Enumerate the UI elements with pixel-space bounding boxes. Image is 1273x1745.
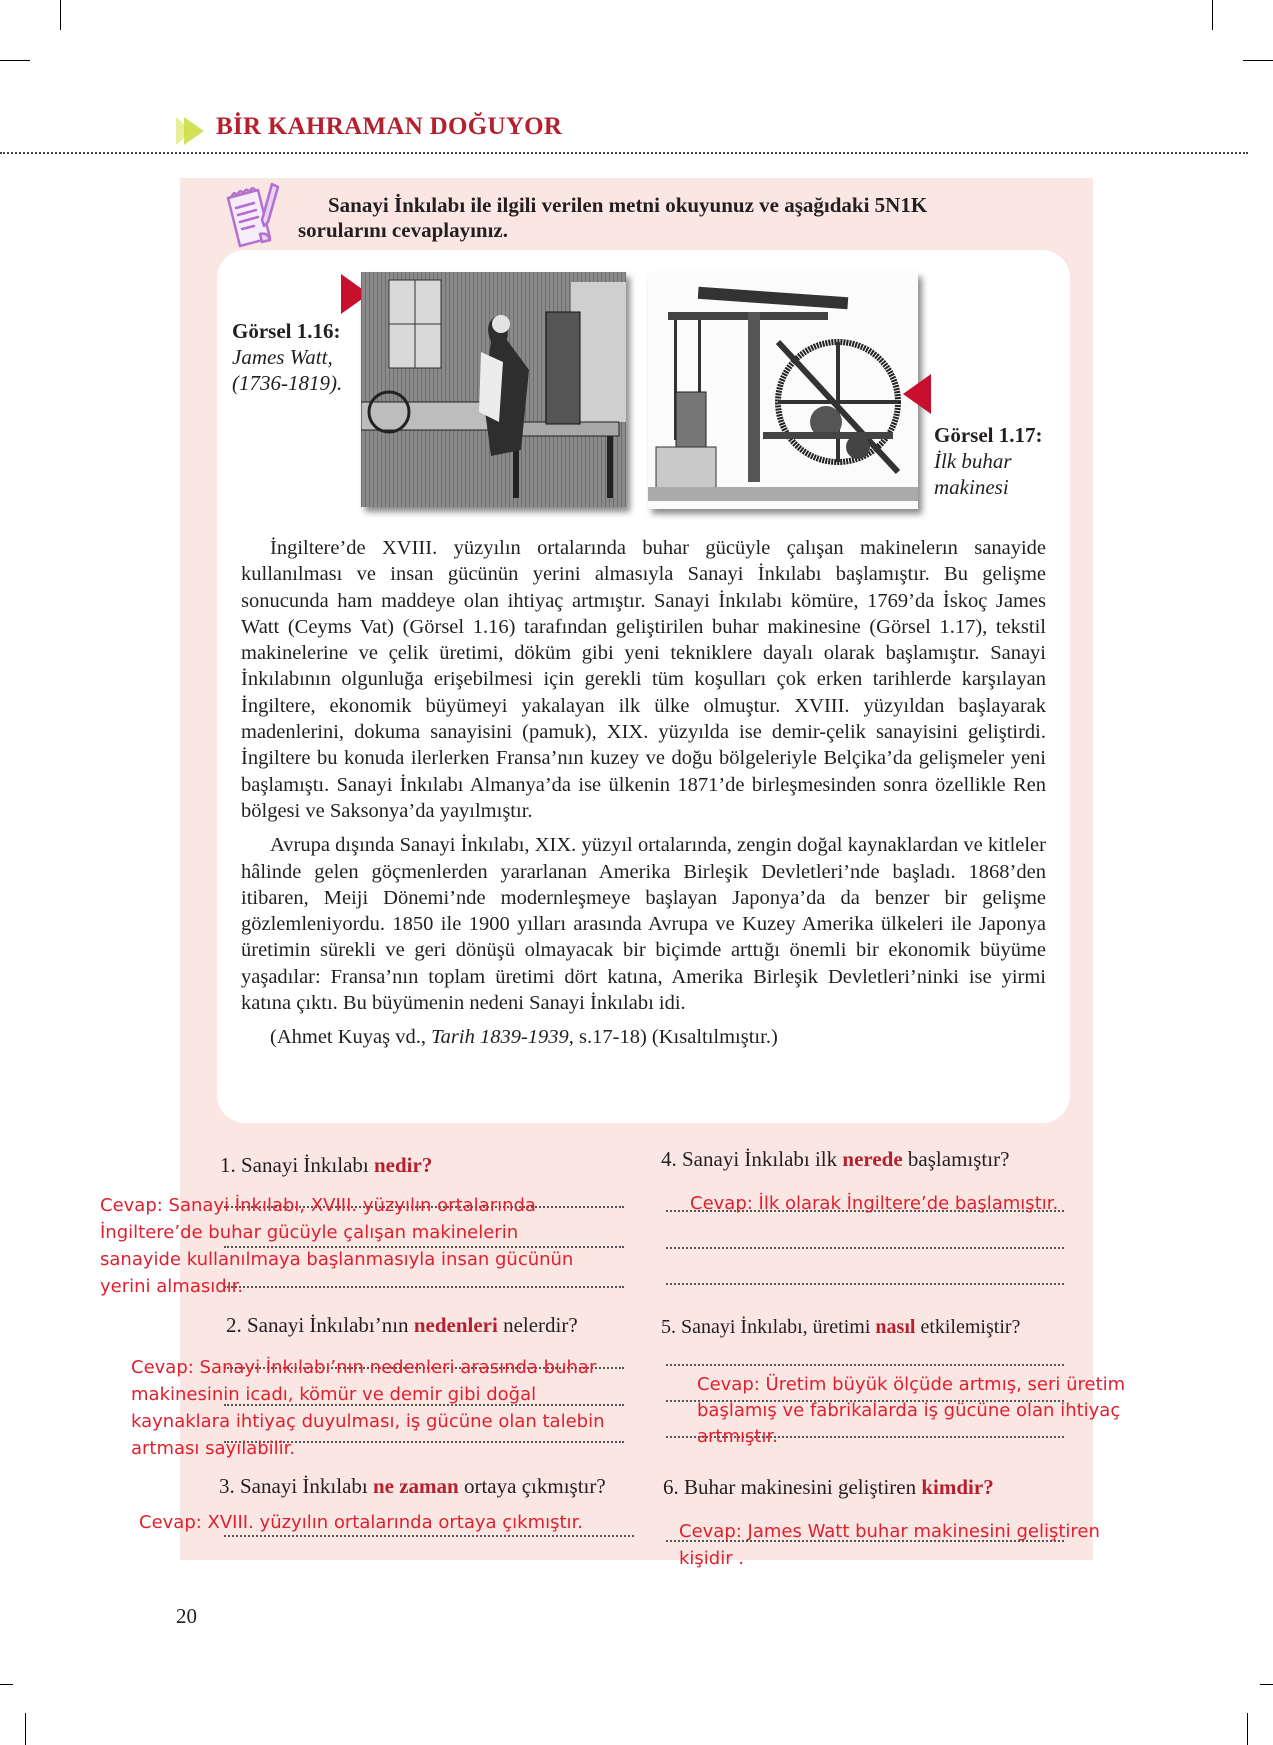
source-citation xyxy=(241,1024,1046,1050)
answer-line: başlamış ve fabrikalarda iş gücüne olan ihtiyaç xyxy=(697,1400,1121,1421)
question-keyword: nasıl xyxy=(875,1316,916,1338)
answer-1 xyxy=(100,1192,660,1300)
question-keyword: ne zaman xyxy=(372,1474,459,1498)
figure-label: Görsel 1.16: xyxy=(232,319,341,343)
crop-mark xyxy=(0,1684,13,1685)
question-text: Sanayi İnkılabı xyxy=(241,1153,374,1177)
question-number: 3. xyxy=(219,1474,235,1498)
answer-line: Cevap: İlk olarak İngiltere’de başlamıştır. xyxy=(690,1193,1059,1214)
answer-line: artması sayılabilir. xyxy=(131,1438,296,1459)
answer-line: artmıştır. xyxy=(697,1426,778,1447)
notepad-pencil-icon xyxy=(224,180,284,250)
figure-caption-text: İlk buhar xyxy=(934,449,1012,473)
citation-pages: s.17-18) (Kısaltılmıştır.) xyxy=(573,1026,778,1049)
question-number: 6. xyxy=(663,1475,679,1499)
question-5 xyxy=(661,1314,1020,1340)
question-number: 5. xyxy=(661,1316,676,1338)
figure-label: Görsel 1.17: xyxy=(934,423,1043,447)
answer-4 xyxy=(690,1190,1130,1217)
question-2 xyxy=(226,1312,578,1338)
activity-instructions xyxy=(298,193,1058,243)
crop-mark xyxy=(0,60,30,61)
crop-mark xyxy=(1247,1713,1248,1745)
james-watt-engraving-image xyxy=(361,272,626,507)
answer-line: Cevap: Sanayi İnkılabı’nın nedenleri arasında buhar xyxy=(131,1357,597,1378)
answer-line: kaynaklara ihtiyaç duyulması, iş gücüne olan talebin xyxy=(131,1411,605,1432)
instruction-line-2: sorularını cevaplayınız. xyxy=(298,218,508,242)
figure-caption-text: James Watt, xyxy=(232,345,333,369)
question-number: 4. xyxy=(661,1147,677,1171)
question-text: Sanayi İnkılabı ilk xyxy=(682,1147,843,1171)
answer-dotted-line xyxy=(666,1247,1064,1249)
question-text: Sanayi İnkılabı, üretimi xyxy=(681,1316,876,1338)
article-paragraph: İngiltere’de XVIII. yüzyılın ortalarında buhar gücüyle çalışan makinelerın sanayide kullanılması ve insan gücünün yerini almasıyla Sanayi İnkılabı başlamıştır. Bu gelişme sonucunda ham maddeye olan ihtiyaç artmıştır. Sanayi İnkılabı kömüre, 1769’da İskoç James Watt (Ceyms Vat) (Görsel 1.16) tarafından geliştirilen buhar makinesine (Görsel 1.17), tekstil makinelerine ve çelik üretimi, döküm gibi yeni tekniklere dayalı olarak başlamıştır. Sanayi İnkılabının olgunluğa erişebilmesi için gerekli tüm koşulları çok erken tarihlerde karşılayan İngiltere, ekonomik büyümeyi yakalayan ilk ülke olmuştur. XVIII. yüzyıldan başlayarak madenlerini, dokuma sanayisini (pamuk), XIX. yüzyılda ise demir-çelik sanayisini geliştirdi. İngiltere bu konuda ilerlerken Fransa’nın kuzey ve doğu bölgeleriyle Belçika’da gelişmeler yeni başlamıştı. Sanayi İnkılabı Almanya’da ise ülkenin 1871’de birleşmesinden sonra özellikle Ren bölgesi ve Saksonya’da yayılmıştır. xyxy=(241,537,1046,822)
crop-mark xyxy=(1243,60,1273,61)
answer-5 xyxy=(697,1372,1167,1450)
answer-2 xyxy=(131,1354,671,1462)
answer-line: yerini almasıdır. xyxy=(100,1276,244,1297)
crop-mark xyxy=(1260,1684,1273,1685)
steam-engine-engraving-image xyxy=(648,272,918,509)
question-keyword: nedenleri xyxy=(413,1313,498,1337)
double-arrow-icon xyxy=(176,115,208,147)
question-text: Buhar makinesini geliştiren xyxy=(684,1475,922,1499)
page-number: 20 xyxy=(176,1604,197,1628)
section-title: BİR KAHRAMAN DOĞUYOR xyxy=(216,113,563,140)
question-number: 2. xyxy=(226,1313,242,1337)
crop-mark xyxy=(60,0,61,30)
question-keyword: nerede xyxy=(842,1147,903,1171)
citation-author: (Ahmet Kuyaş vd., xyxy=(270,1026,432,1049)
answer-line: sanayide kullanılmaya başlanmasıyla insan gücünün xyxy=(100,1249,574,1270)
figure-caption-text: (1736-1819). xyxy=(232,371,343,395)
question-text: ortaya çıkmıştır? xyxy=(458,1474,606,1498)
figure-caption-text: makinesi xyxy=(934,475,1009,499)
question-number: 1. xyxy=(220,1153,236,1177)
engraving-illustration xyxy=(361,272,626,507)
answer-line: kişidir . xyxy=(679,1548,745,1569)
answer-line: makinesinin icadı, kömür ve demir gibi doğal xyxy=(131,1384,537,1405)
crop-mark xyxy=(1212,0,1213,30)
answer-dotted-line xyxy=(666,1364,1064,1366)
question-4 xyxy=(661,1146,1009,1172)
answer-6 xyxy=(679,1518,1169,1572)
answer-line: Cevap: James Watt buhar makinesini geliştiren xyxy=(679,1521,1100,1542)
article-text xyxy=(241,535,1046,1059)
question-text: Sanayi İnkılabı’nın xyxy=(247,1313,414,1337)
crop-mark xyxy=(25,1713,26,1745)
question-1 xyxy=(220,1152,432,1178)
question-keyword: nedir? xyxy=(373,1153,433,1177)
answer-line: Cevap: XVIII. yüzyılın ortalarında ortaya çıkmıştır. xyxy=(139,1512,584,1533)
question-text: başlamıştır? xyxy=(902,1147,1010,1171)
question-keyword: kimdir? xyxy=(921,1475,994,1499)
pointer-triangle-icon xyxy=(903,374,931,414)
article-paragraph: Avrupa dışında Sanayi İnkılabı, XIX. yüzyıl ortalarında, zengin doğal kaynaklardan ve kitleler hâlinde gelen göçmenlerden yararlanan Amerika Birleşik Devletleri’nde başladı. 1868’den itibaren, Meiji Dönemi’nde modernleşmeye başlayan Japonya’da da benzer bir gelişme gözlemleniyordu. 1850 ile 1900 yılları arasında Avrupa ve Kuzey Amerika ülkeleri ile Japonya üretimin sürekli ve geri dönüşü olmayacak bir biçimde arttığı önemli bir ekonomik büyüme yaşadılar: Fransa’nın toplam üretimi dört katına, Amerika Birleşik Devletleri’ninki ise yirmi katına çıktı. Bu büyümenin nedeni Sanayi İnkılabı idi. xyxy=(241,834,1046,1015)
question-text: etkilemiştir? xyxy=(915,1316,1021,1338)
answer-dotted-line xyxy=(666,1283,1064,1285)
answer-line: İngiltere’de buhar gücüyle çalışan makinelerin xyxy=(100,1222,519,1243)
question-6 xyxy=(663,1474,994,1500)
answer-line: Cevap: Sanayi İnkılabı, XVIII. yüzyılın ortalarında xyxy=(100,1195,536,1216)
answer-line: Cevap: Üretim büyük ölçüde artmış, seri üretim xyxy=(697,1374,1126,1395)
answer-3 xyxy=(139,1509,659,1536)
instruction-line-1: Sanayi İnkılabı ile ilgili verilen metni okuyunuz ve aşağıdaki 5N1K xyxy=(328,193,928,217)
engraving-illustration xyxy=(648,272,918,509)
question-text: Sanayi İnkılabı xyxy=(240,1474,373,1498)
citation-title: Tarih 1839-1939, xyxy=(431,1026,574,1049)
question-3 xyxy=(219,1473,606,1499)
question-text: nelerdir? xyxy=(497,1313,578,1337)
figure-caption-1-16 xyxy=(232,318,342,396)
figure-caption-1-17 xyxy=(934,422,1042,500)
header-dotted-divider xyxy=(0,152,1248,154)
